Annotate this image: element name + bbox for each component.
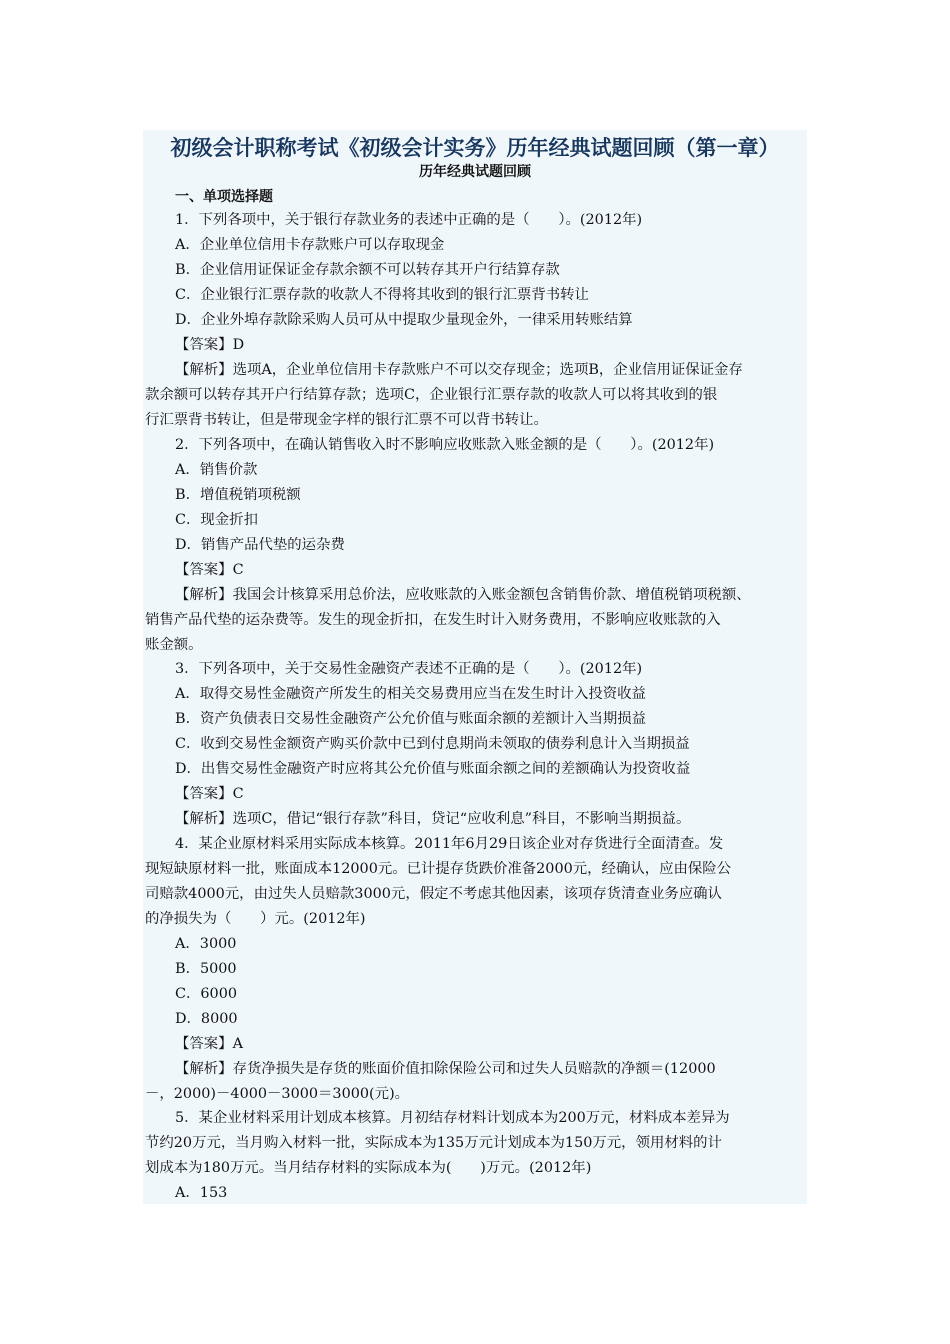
analysis-line: 【解析】我国会计核算采用总价法，应收账款的入账金额包含销售价款、增值税销项税额、	[175, 587, 751, 603]
analysis-line: 【解析】存货净损失是存货的账面价值扣除保险公司和过失人员赔款的净额＝(12000	[175, 1061, 716, 1077]
answer-line: 【答案】A	[175, 1036, 243, 1052]
question-line: 节约20万元，当月购入材料一批，实际成本为135万元计划成本为150万元，领用材料的计	[145, 1135, 722, 1151]
option-line: C．收到交易性金额资产购买价款中已到付息期尚未领取的债券利息计入当期损益	[175, 736, 690, 752]
option-line: D．企业外埠存款除采购人员可从中提取少量现金外，一律采用转账结算	[175, 312, 633, 328]
analysis-line: 行汇票背书转让，但是带现金字样的银行汇票不可以背书转让。	[145, 412, 548, 428]
question-2: 2．下列各项中，在确认销售收入时不影响应收账款入账金额的是（ ）。(2012年)	[175, 437, 715, 453]
analysis-line: －，2000)－4000－3000＝3000(元)。	[145, 1086, 410, 1102]
option-line: C．6000	[175, 986, 238, 1002]
option-line: B．资产负债表日交易性金融资产公允价值与账面余额的差额计入当期损益	[175, 711, 647, 727]
option-line: A．3000	[175, 936, 237, 952]
analysis-line: 【解析】选项A，企业单位信用卡存款账户不可以交存现金；选项B，企业信用证保证金存	[175, 362, 743, 378]
question-4: 4．某企业原材料采用实际成本核算。2011年6月29日该企业对存货进行全面清查。发	[175, 836, 724, 852]
question-1: 1．下列各项中，关于银行存款业务的表述中正确的是（ ）。(2012年)	[175, 212, 643, 228]
section-heading: 一、单项选择题	[175, 189, 273, 205]
option-line: A．取得交易性金融资产所发生的相关交易费用应当在发生时计入投资收益	[175, 686, 646, 702]
option-line: B．5000	[175, 961, 237, 977]
analysis-line: 款余额可以转存其开户行结算存款；选项C，企业银行汇票存款的收款人可以将其收到的银	[145, 387, 718, 403]
analysis-line: 账金额。	[145, 637, 203, 653]
question-5: 5．某企业材料采用计划成本核算。月初结存材料计划成本为200万元，材料成本差异为	[175, 1110, 730, 1126]
option-line: C．现金折扣	[175, 512, 258, 528]
answer-line: 【答案】C	[175, 786, 244, 802]
question-line: 司赔款4000元，由过失人员赔款3000元，假定不考虑其他因素，该项存货清查业务应确认	[145, 886, 722, 902]
option-line: A．销售价款	[175, 462, 258, 478]
analysis-line: 销售产品代垫的运杂费等。发生的现金折扣，在发生时计入财务费用，不影响应收账款的入	[145, 612, 721, 628]
option-line: A．153	[175, 1185, 228, 1201]
answer-line: 【答案】D	[175, 337, 245, 353]
question-line: 划成本为180万元。当月结存材料的实际成本为( )万元。(2012年)	[145, 1160, 592, 1176]
document-subtitle: 历年经典试题回顾	[419, 164, 531, 180]
option-line: C．企业银行汇票存款的收款人不得将其收到的银行汇票背书转让	[175, 287, 589, 303]
option-line: A．企业单位信用卡存款账户可以存取现金	[175, 237, 445, 253]
document-title: 初级会计职称考试《初级会计实务》历年经典试题回顾（第一章）	[170, 136, 780, 160]
question-line: 现短缺原材料一批，账面成本12000元。已计提存货跌价准备2000元，经确认，应由保险公	[145, 861, 732, 877]
answer-line: 【答案】C	[175, 562, 244, 578]
question-line: 的净损失为（ ）元。(2012年)	[145, 911, 366, 927]
option-line: D．销售产品代垫的运杂费	[175, 537, 345, 553]
question-3: 3．下列各项中，关于交易性金融资产表述不正确的是（ ）。(2012年)	[175, 661, 643, 677]
option-line: D．8000	[175, 1011, 238, 1027]
option-line: B．企业信用证保证金存款余额不可以转存其开户行结算存款	[175, 262, 560, 278]
analysis-line: 【解析】选项C，借记“银行存款”科目，贷记“应收利息”科目，不影响当期损益。	[175, 811, 691, 827]
option-line: D．出售交易性金融资产时应将其公允价值与账面余额之间的差额确认为投资收益	[175, 761, 691, 777]
option-line: B．增值税销项税额	[175, 487, 301, 503]
